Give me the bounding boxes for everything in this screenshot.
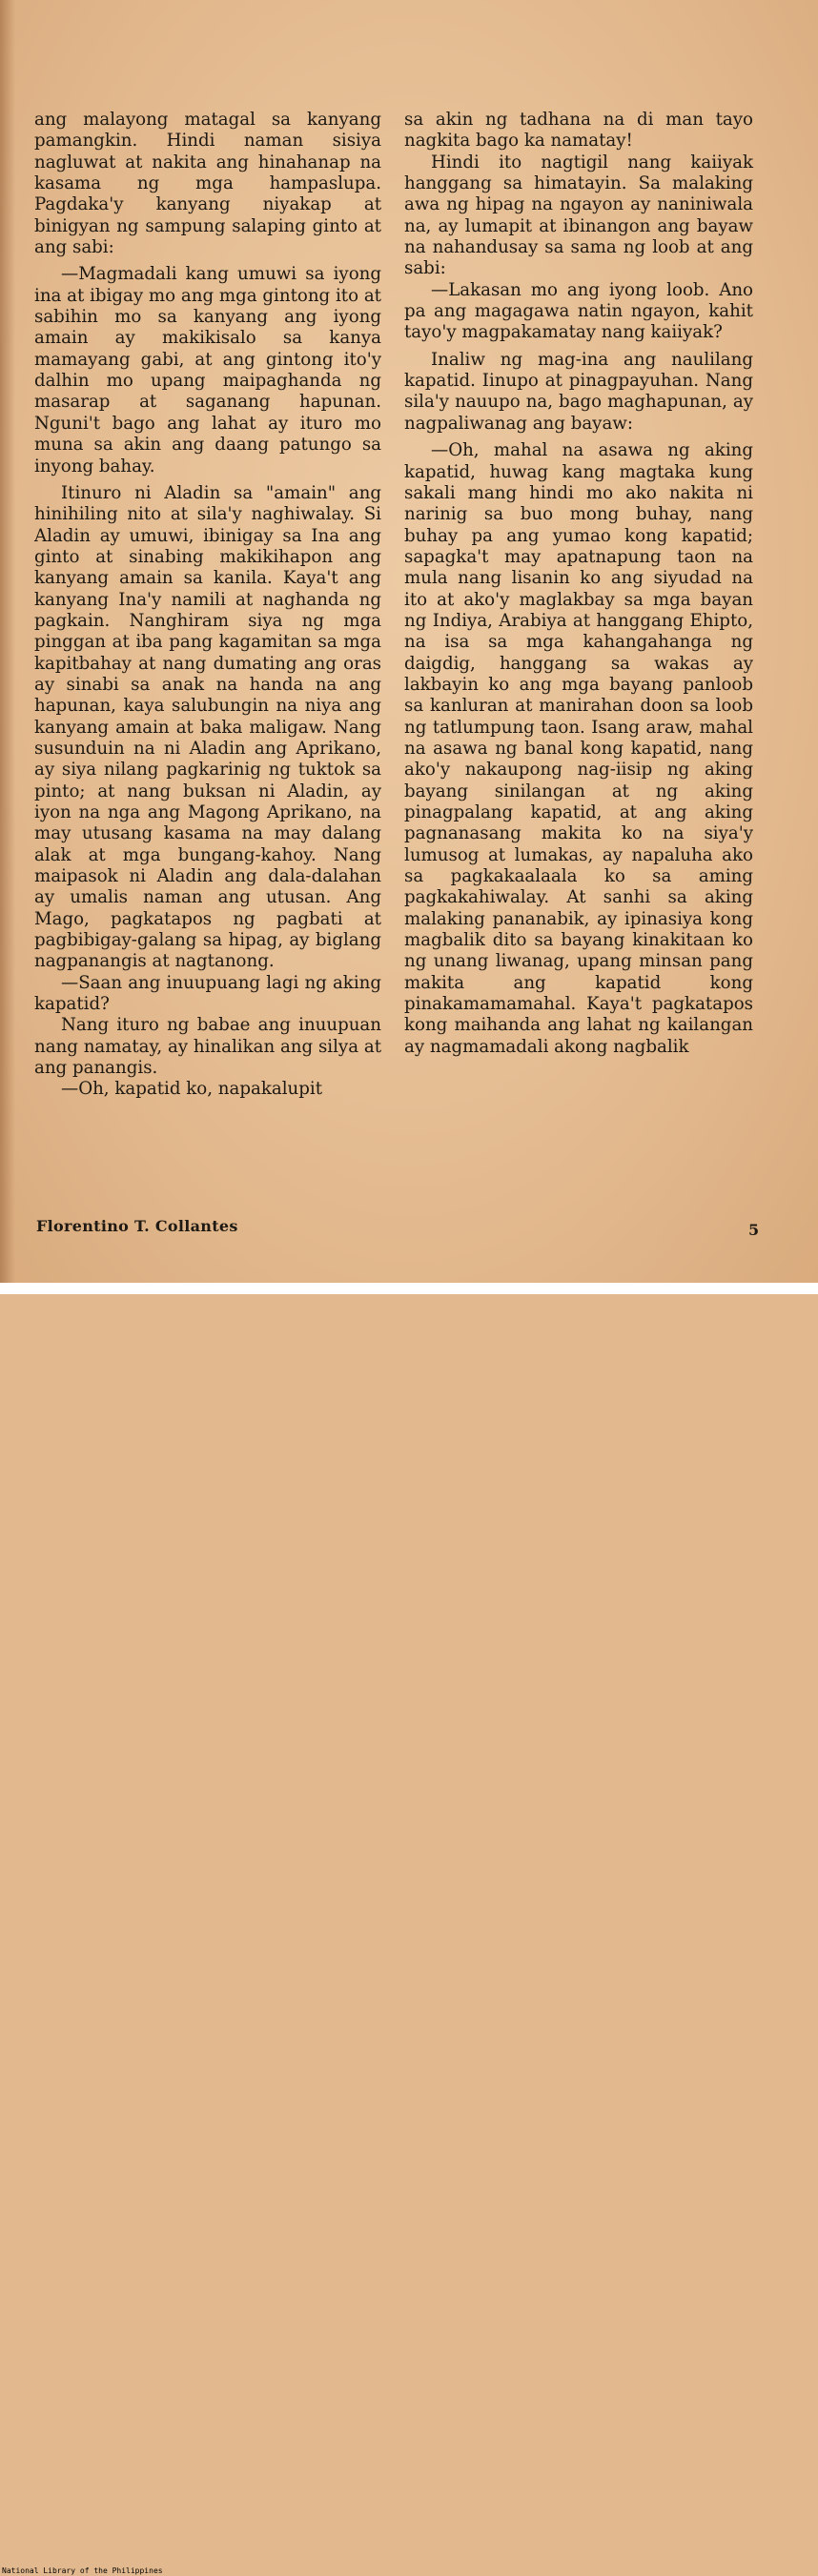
right-paragraph-3: —Lakasan mo ang iyong loob. Ano pa ang magagawa natin ngayon, kahit tayo'y magpakamatay nang kaiiyak? xyxy=(404,279,753,343)
left-paragraph-1: ang malayong matagal sa kanyang pamangkin. Hindi naman sisiya nagluwat at nakita ang hinahanap na kasama ng mga hampaslupa. Pagdaka'y kanyang niyakap at binigyan ng sampung salaping ginto at ang sabi: xyxy=(34,110,381,258)
page-edge-shadow xyxy=(0,0,15,1283)
page-number: 5 xyxy=(748,1221,760,1239)
scan-footer-bar xyxy=(0,1283,818,2575)
right-paragraph-5: —Oh, mahal na asawa ng aking kapatid, huwag kang magtaka kung sakali mang hindi mo ako nakita ni narinig sa buo mong buhay, nang buhay pa ang yumao kong kapatid; sapagka't may apatnapung taon na mula nang lisanin ko ang siyudad na ito at ako'y maglakbay sa mga bayan ng Indiya, Arabiya at hanggang Ehipto, na isa sa mga kahangahanga ng daigdig, hanggang sa wakas ay lakbayin ko ang mga bayang panloob sa kanluran at manirahan doon sa loob ng tatlumpung taon. Isang araw, mahal na asawa ng banal kong kapatid, nang ako'y nakaupong nag-iisip ng aking bayang sinilangan at ng aking pinagpalang kapatid, at ang aking pagnanasang makita ko na siya'y lumusog at lumakas, ay napaluha ako sa pagkakaalaala ko sa aming pagkakahiwalay. At sanhi sa aking malaking pananabik, ay ipinasiya kong magbalik dito sa bayang kinakitaan ko ng unang liwanag, upang minsan pang makita ang kapatid kong pinakamamamahal. Kaya't pagkatapos kong maihanda ang lahat ng kailangan ay nagmamadali akong nagbalik xyxy=(404,440,753,1057)
left-paragraph-5: Nang ituro ng babae ang inuupuan nang namatay, ay hinalikan ang silya at ang panangis. xyxy=(34,1015,381,1079)
left-column xyxy=(34,110,381,1101)
left-paragraph-3: Itinuro ni Aladin sa "amain" ang hinihiling nito at sila'y naghiwalay. Si Aladin ay umuwi, ibinigay sa Ina ang ginto at sinabing makikihapon ang kanyang amain sa kanila. Kaya't ang kanyang Ina'y namili at naghanda ng pagkain. Nanghiram siya ng mga pinggan at iba pang kagamitan sa mga kapitbahay at nang dumating ang oras ay sinabi sa anak na handa na ang hapunan, kaya salubungin na niya ang kanyang amain at baka maligaw. Nang susunduin na ni Aladin ang Aprikano, ay siya nilang pagkarinig ng tuktok sa pinto; at nang buksan ni Aladin, ay iyon na nga ang Magong Aprikano, na may utusang kasama na may dalang alak at mga bungang-kahoy. Nang maipasok ni Aladin ang dala-dalahan ay umalis naman ang utusan. Ang Mago, pagkatapos ng pagbati at pagbibigay-galang sa hipag, ay biglang nagpanangis at nagtanong. xyxy=(34,482,381,972)
right-paragraph-2: Hindi ito nagtigil nang kaiiyak hanggang sa himatayin. Sa malaking awa ng hipag na ngayon ay naniniwala na, ay lumapit at ibinangon ang bayaw na nahandusay sa sama ng loob at ang sabi: xyxy=(404,152,753,279)
library-credit: National Library of the Philippines xyxy=(2,2566,163,2575)
right-paragraph-1: sa akin ng tadhana na di man tayo nagkita bago ka namatay! xyxy=(404,110,753,152)
left-paragraph-6: —Oh, kapatid ko, napakalupit xyxy=(61,1079,323,1100)
left-paragraph-2: —Magmadali kang umuwi sa iyong ina at ibigay mo ang mga gintong ito at sabihin mo sa kanyang ang iyong amain ay makikisalo sa kanya mamayang gabi, at ang gintong ito'y dalhin mo upang maipaghanda ng masarap at saganang hapunan. Nguni't bago ang lahat ay ituro mo muna sa akin ang daang patungo sa inyong bahay. xyxy=(34,264,381,477)
right-column xyxy=(404,110,753,1058)
right-paragraph-4: Inaliw ng mag-ina ang naulilang kapatid. Iinupo at pinagpayuhan. Nang sila'y nauupo na, bago maghapunan, ay nagpaliwanag ang bayaw: xyxy=(404,349,753,434)
page xyxy=(0,0,818,1283)
author-name: Florentino T. Collantes xyxy=(36,1217,238,1235)
left-paragraph-4: —Saan ang inuupuang lagi ng aking kapatid? xyxy=(34,972,381,1015)
